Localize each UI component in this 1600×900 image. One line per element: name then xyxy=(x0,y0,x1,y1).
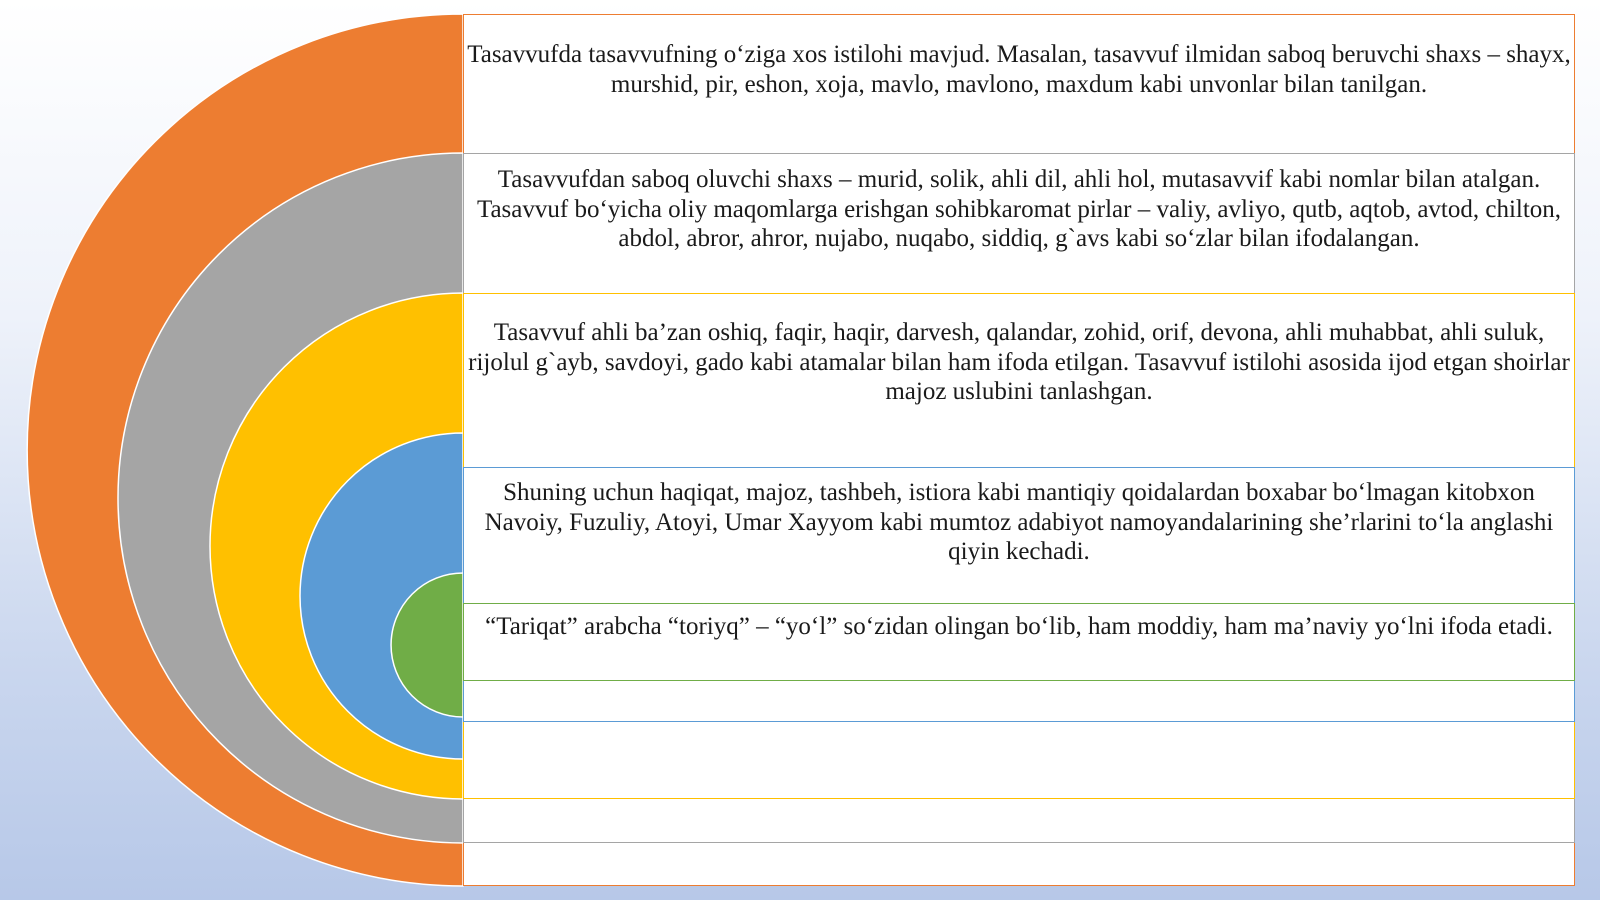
item-2-text: Tasavvufdan saboq oluvchi shaxs – murid, solik, ahli dil, ahli hol, mutasavvif kabi nomlar bilan atalgan. Tasavvuf bo‘yicha oliy maqomlarga erishgan sohibkaromat pirlar – valiy, avliyo, qutb, aqtob, avtod, chilton, abdol, abror, ahror, nujabo, nuqabo, siddiq, g`avs kabi so‘zlar bilan ifodalangan. xyxy=(476,166,1562,252)
item-1-text: Tasavvufda tasavvufning o‘ziga xos istilohi mavjud. Masalan, tasavvuf ilmidan saboq beruvchi shaxs – shayx, murshid, pir, eshon, xoja, mavlo, mavlono, maxdum kabi unvonlar bilan tanilgan. xyxy=(467,41,1571,98)
item-4-text: Shuning uchun haqiqat, majoz, tashbeh, istiora kabi mantiqiy qoidalardan boxabar bo‘lmagan kitobxon Navoiy, Fuzuliy, Atoyi, Umar Xayyom kabi mumtoz adabiyot namoyandalarining she’rlarini to‘la anglashi qiyin kechadi. xyxy=(484,479,1554,565)
item-3-text: Tasavvuf ahli ba’zan oshiq, faqir, haqir, darvesh, qalandar, zohid, orif, devona, ahli muhabbat, ahli suluk, rijolul g`ayb, savdoyi, gado kabi atamalar bilan ham ifoda etilgan. Tasavvuf istilohi asosida ijod etgan shoirlar majoz uslubini tanlashgan. xyxy=(468,319,1570,405)
item-5-text: “Tariqat” arabcha “toriyq” – “yo‘l” so‘zidan olingan bo‘lib, ham moddiy, ham ma’naviy yo‘lni ifoda etadi. xyxy=(485,613,1553,640)
